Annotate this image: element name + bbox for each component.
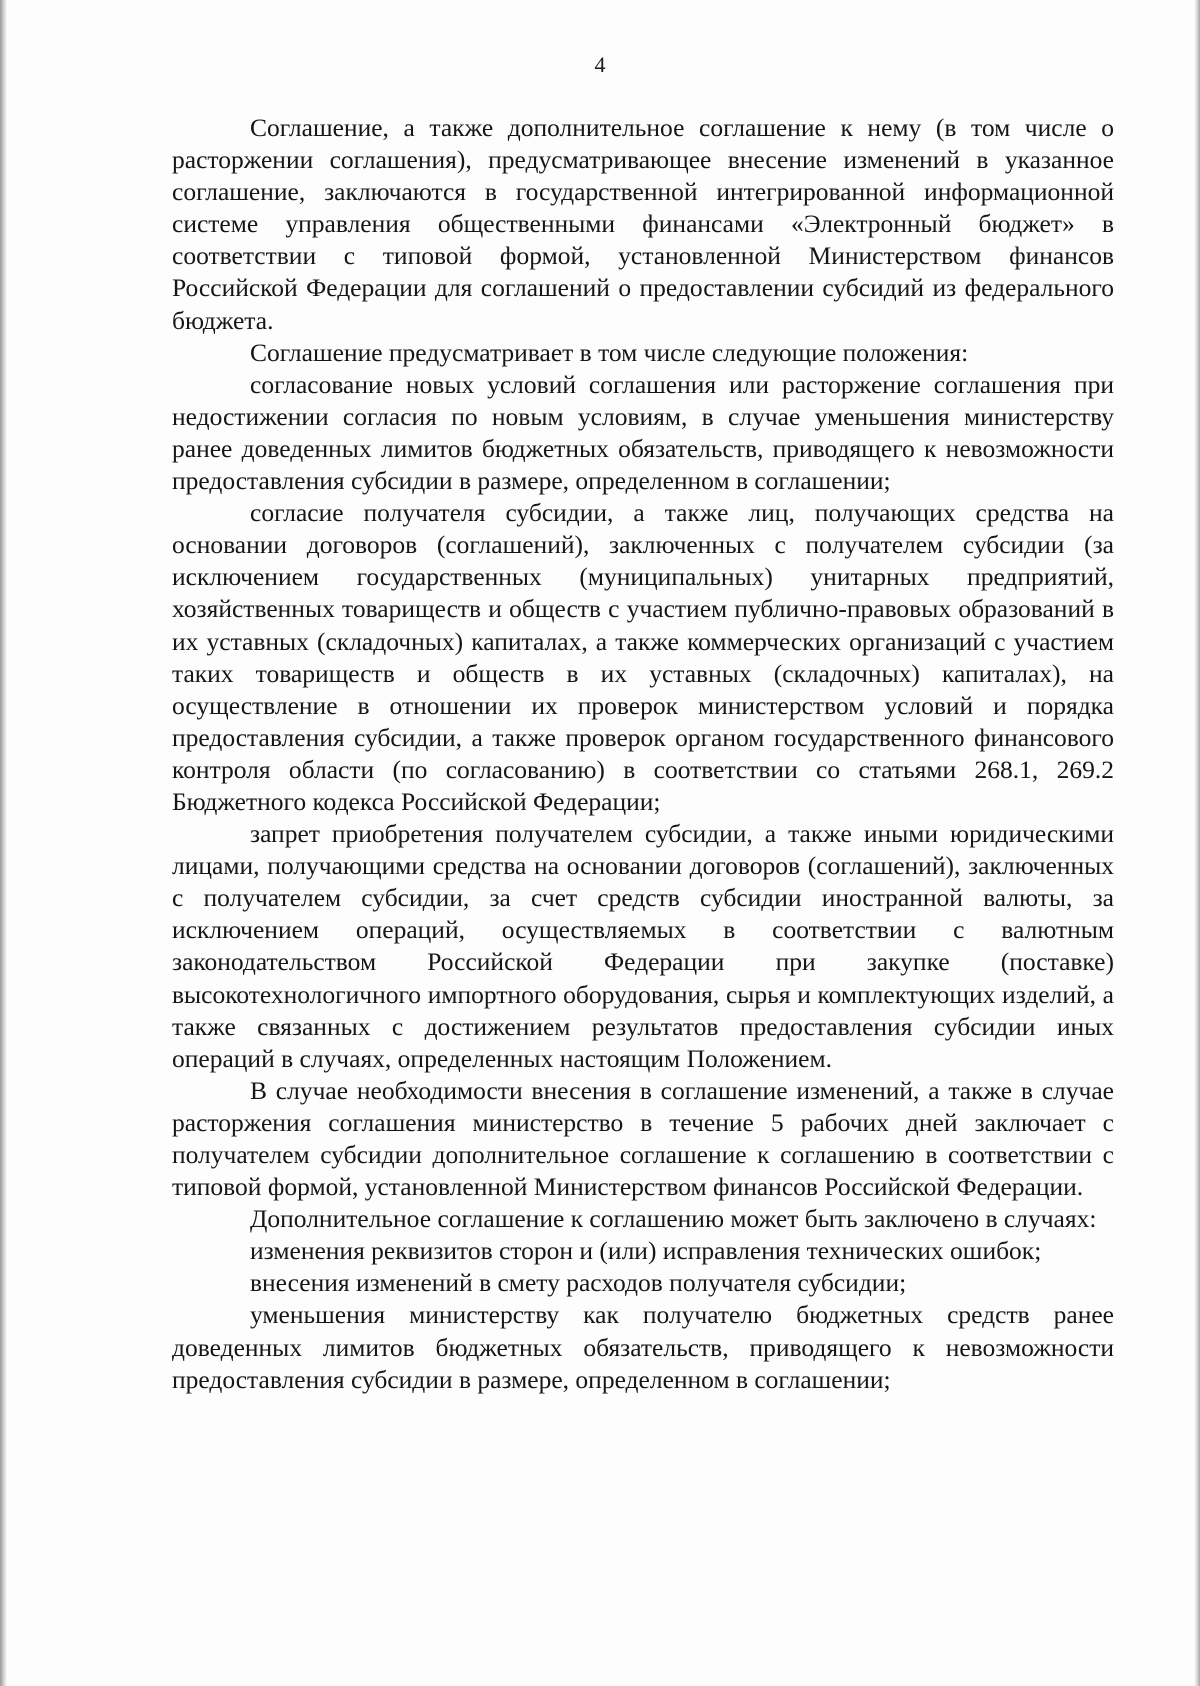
paragraph-provision-currency-ban: запрет приобретения получателем субсидии, а также иными юридическими лицами, получающими средства на основании договоров (соглашений), заключенных с получателем субсидии, за счет средств субсидии иностранной валюты, за исключением операций, осуществляемых в соответствии с валютным законодательством Российской Федерации при закупке (поставке) высокотехнологичного импортного оборудования, сырья и комплектующих изделий, а также связанных с достижением результатов предоставления субсидии иных операций в случаях, определенных настоящим Положением.: [172, 819, 1114, 1073]
paragraph-agreement-conclusion: Соглашение, а также дополнительное соглашение к нему (в том числе о расторжении соглашения), предусматривающее внесение изменений в указанное соглашение, заключаются в государственной интегрированной информационной системе управления общественными финансами «Электронный бюджет» в соответствии с типовой формой, установленной Министерством финансов Российской Федерации для соглашений о предоставлении субсидий из федерального бюджета.: [172, 113, 1114, 335]
page-number: 4: [594, 52, 606, 77]
paragraph-amendment-procedure: В случае необходимости внесения в соглашение изменений, а также в случае расторжения соглашения министерство в течение 5 рабочих дней заключает с получателем субсидии дополнительное соглашение к соглашению в соответствии с типовой формой, установленной Министерством финансов Российской Федерации.: [172, 1075, 1114, 1202]
scan-edge-left: [0, 0, 7, 1686]
paragraph-case-requisites: изменения реквизитов сторон и (или) исправления технических ошибок;: [250, 1236, 1042, 1266]
paragraph-case-limits-reduction: уменьшения министерству как получателю бюджетных средств ранее доведенных лимитов бюджетных обязательств, приводящего к невозможности предоставления субсидии в размере, определенном в соглашении;: [172, 1300, 1114, 1394]
paragraph-provision-consent-inspections: согласие получателя субсидии, а также лиц, получающих средства на основании договоров (соглашений), заключенных с получателем субсидии (за исключением государственных (муниципальных) унитарных предприятий, хозяйственных товариществ и обществ с участием публично-правовых образований в их уставных (складочных) капиталах, а также коммерческих организаций с участием таких товариществ и обществ в их уставных (складочных) капиталах), на осуществление в отношении их проверок министерством условий и порядка предоставления субсидии, а также проверок органом государственного финансового контроля области (по согласованию) в соответствии со статьями 268.1, 269.2 Бюджетного кодекса Российской Федерации;: [172, 498, 1114, 816]
scan-edge-right: [1194, 0, 1200, 1686]
paragraph-provision-new-conditions: согласование новых условий соглашения или расторжение соглашения при недостижении согласия по новым условиям, в случае уменьшения министерству ранее доведенных лимитов бюджетных обязательств, приводящего к невозможности предоставления субсидии в размере, определенном в соглашении;: [172, 369, 1114, 496]
paragraph-agreement-provisions: Соглашение предусматривает в том числе следующие положения:: [250, 337, 969, 367]
document-body: [172, 112, 1114, 1396]
paragraph-additional-agreement-cases: Дополнительное соглашение к соглашению может быть заключено в случаях:: [250, 1204, 1097, 1234]
paragraph-case-estimate: внесения изменений в смету расходов получателя субсидии;: [250, 1268, 907, 1298]
